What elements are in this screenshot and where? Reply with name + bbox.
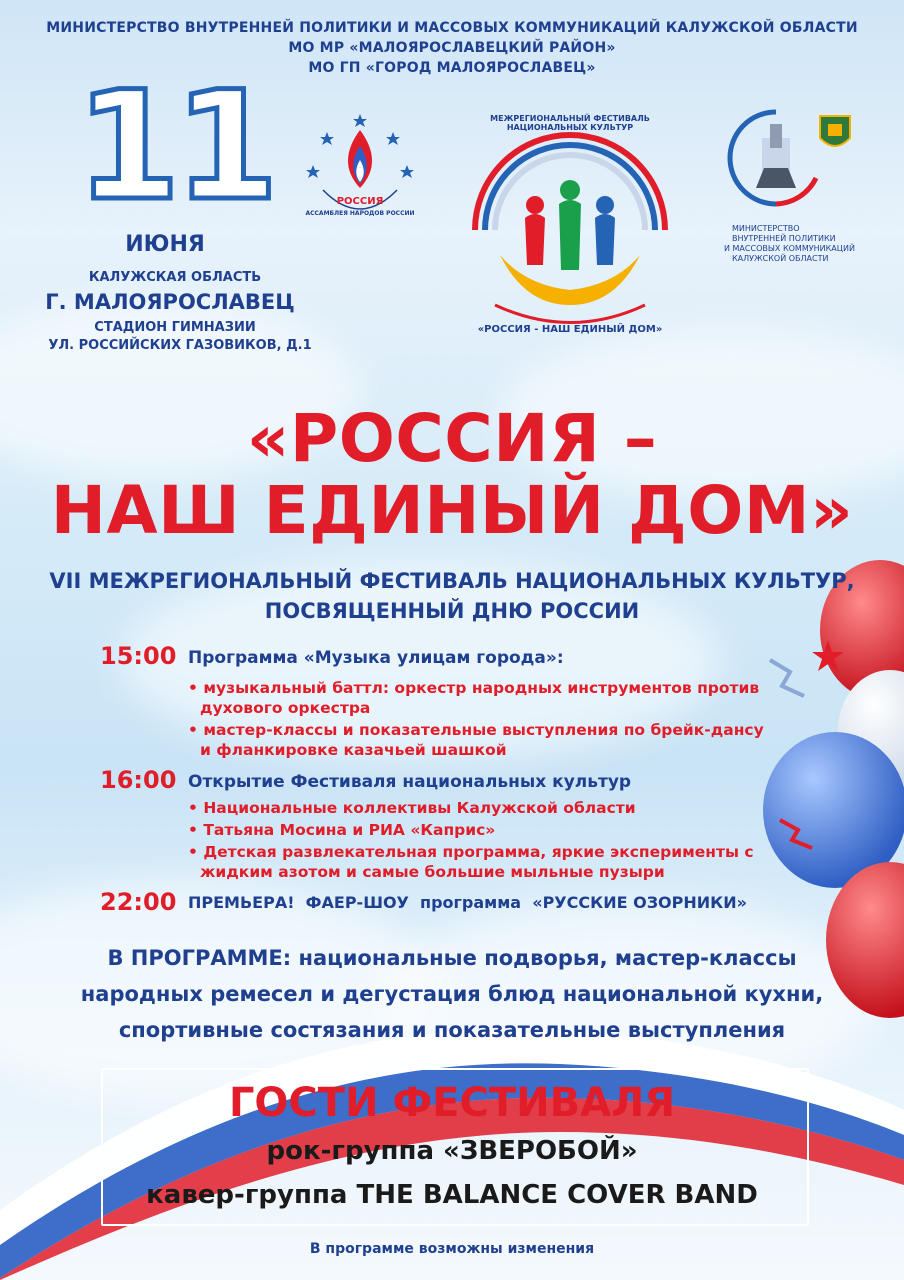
subtitle-line-2: ПОСВЯЩЕННЫЙ ДНЮ РОССИИ (264, 599, 640, 623)
main-title-line-1: «РОССИЯ – (246, 400, 658, 477)
ministry-caption-3: И МАССОВЫХ КОММУНИКАЦИЙ (724, 244, 855, 253)
schedule-item: • Детская развлекательная программа, яркие эксперименты с (188, 843, 754, 861)
footer-note: В программе возможны изменения (309, 1241, 595, 1257)
assembly-logo (305, 110, 415, 230)
schedule-title: Открытие Фестиваля национальных культур (188, 772, 632, 792)
schedule-item: • музыкальный баттл: оркестр народных инструментов против (188, 679, 760, 697)
schedule-title: Программа «Музыка улицам города»: (188, 648, 564, 668)
subtitle-line-1: VII МЕЖРЕГИОНАЛЬНЫЙ ФЕСТИВАЛЬ НАЦИОНАЛЬНЫХ КУЛЬТУР, (49, 569, 855, 593)
location-address: УЛ. РОССИЙСКИХ ГАЗОВИКОВ, Д.1 (48, 338, 312, 353)
guest-band: рок-группа «ЗВЕРОБОЙ» (266, 1136, 638, 1166)
festival-logo (455, 90, 685, 350)
schedule-item: • мастер-классы и показательные выступления по брейк-дансу (188, 721, 764, 739)
schedule-item-continued: духового оркестра (200, 699, 371, 717)
in-program-line-3: спортивные состязания и показательные выступления (118, 1018, 786, 1042)
organizer-line-1: МИНИСТЕРСТВО ВНУТРЕННЕЙ ПОЛИТИКИ И МАССОВЫХ КОММУНИКАЦИЙ КАЛУЖСКОЙ ОБЛАСТИ (46, 20, 858, 36)
coat-of-arms-icon (818, 114, 852, 154)
ministry-caption-2: ВНУТРЕННЕЙ ПОЛИТИКИ (732, 234, 836, 243)
ministry-logo (722, 108, 862, 268)
location-city: Г. МАЛОЯРОСЛАВЕЦ (45, 290, 295, 314)
schedule-item-continued: жидким азотом и самые большие мыльные пузыри (200, 863, 665, 881)
in-program-line-1: В ПРОГРАММЕ: национальные подворья, мастер-классы (107, 946, 797, 970)
schedule-time: 16:00 (100, 766, 177, 794)
schedule-time: 22:00 (100, 888, 177, 916)
location-region: КАЛУЖСКАЯ ОБЛАСТЬ (88, 270, 262, 285)
schedule-item: • Национальные коллективы Калужской области (188, 799, 636, 817)
assembly-logo-ring-text: АССАМБЛЕЯ НАРОДОВ РОССИИ (305, 210, 415, 217)
festival-logo-banner: «РОССИЯ - НАШ ЕДИНЫЙ ДОМ» (477, 324, 663, 335)
schedule-time: 15:00 (100, 642, 177, 670)
location-venue: СТАДИОН ГИМНАЗИИ (94, 320, 256, 335)
schedule-item: • Татьяна Мосина и РИА «Каприс» (188, 821, 496, 839)
organizer-line-3: МО ГП «ГОРОД МАЛОЯРОСЛАВЕЦ» (308, 60, 596, 76)
assembly-logo-label: РОССИЯ (336, 196, 384, 207)
event-month: ИЮНЯ (125, 232, 205, 257)
in-program-line-2: народных ремесел и дегустация блюд национальной кухни, (80, 982, 824, 1006)
ministry-caption-4: КАЛУЖСКОЙ ОБЛАСТИ (732, 254, 829, 263)
main-title-line-2: НАШ ЕДИНЫЙ ДОМ» (50, 472, 854, 549)
schedule-title: ПРЕМЬЕРА! ФАЕР-ШОУ программа «РУССКИЕ ОЗОРНИКИ» (188, 893, 747, 912)
ministry-caption-1: МИНИСТЕРСТВО (732, 224, 800, 233)
schedule-item-continued: и фланкировке казачьей шашкой (200, 741, 507, 759)
event-day: 11 (76, 60, 273, 234)
organizer-line-2: МО МР «МАЛОЯРОСЛАВЕЦКИЙ РАЙОН» (288, 40, 616, 56)
ministry-emblem-icon (726, 108, 826, 208)
guests-title: ГОСТИ ФЕСТИВАЛЯ (228, 1080, 676, 1126)
guest-band: кавер-группа THE BALANCE COVER BAND (146, 1180, 758, 1210)
festival-logo-ring-text: МЕЖРЕГИОНАЛЬНЫЙ ФЕСТИВАЛЬ НАЦИОНАЛЬНЫХ КУЛЬТУР (490, 114, 650, 132)
